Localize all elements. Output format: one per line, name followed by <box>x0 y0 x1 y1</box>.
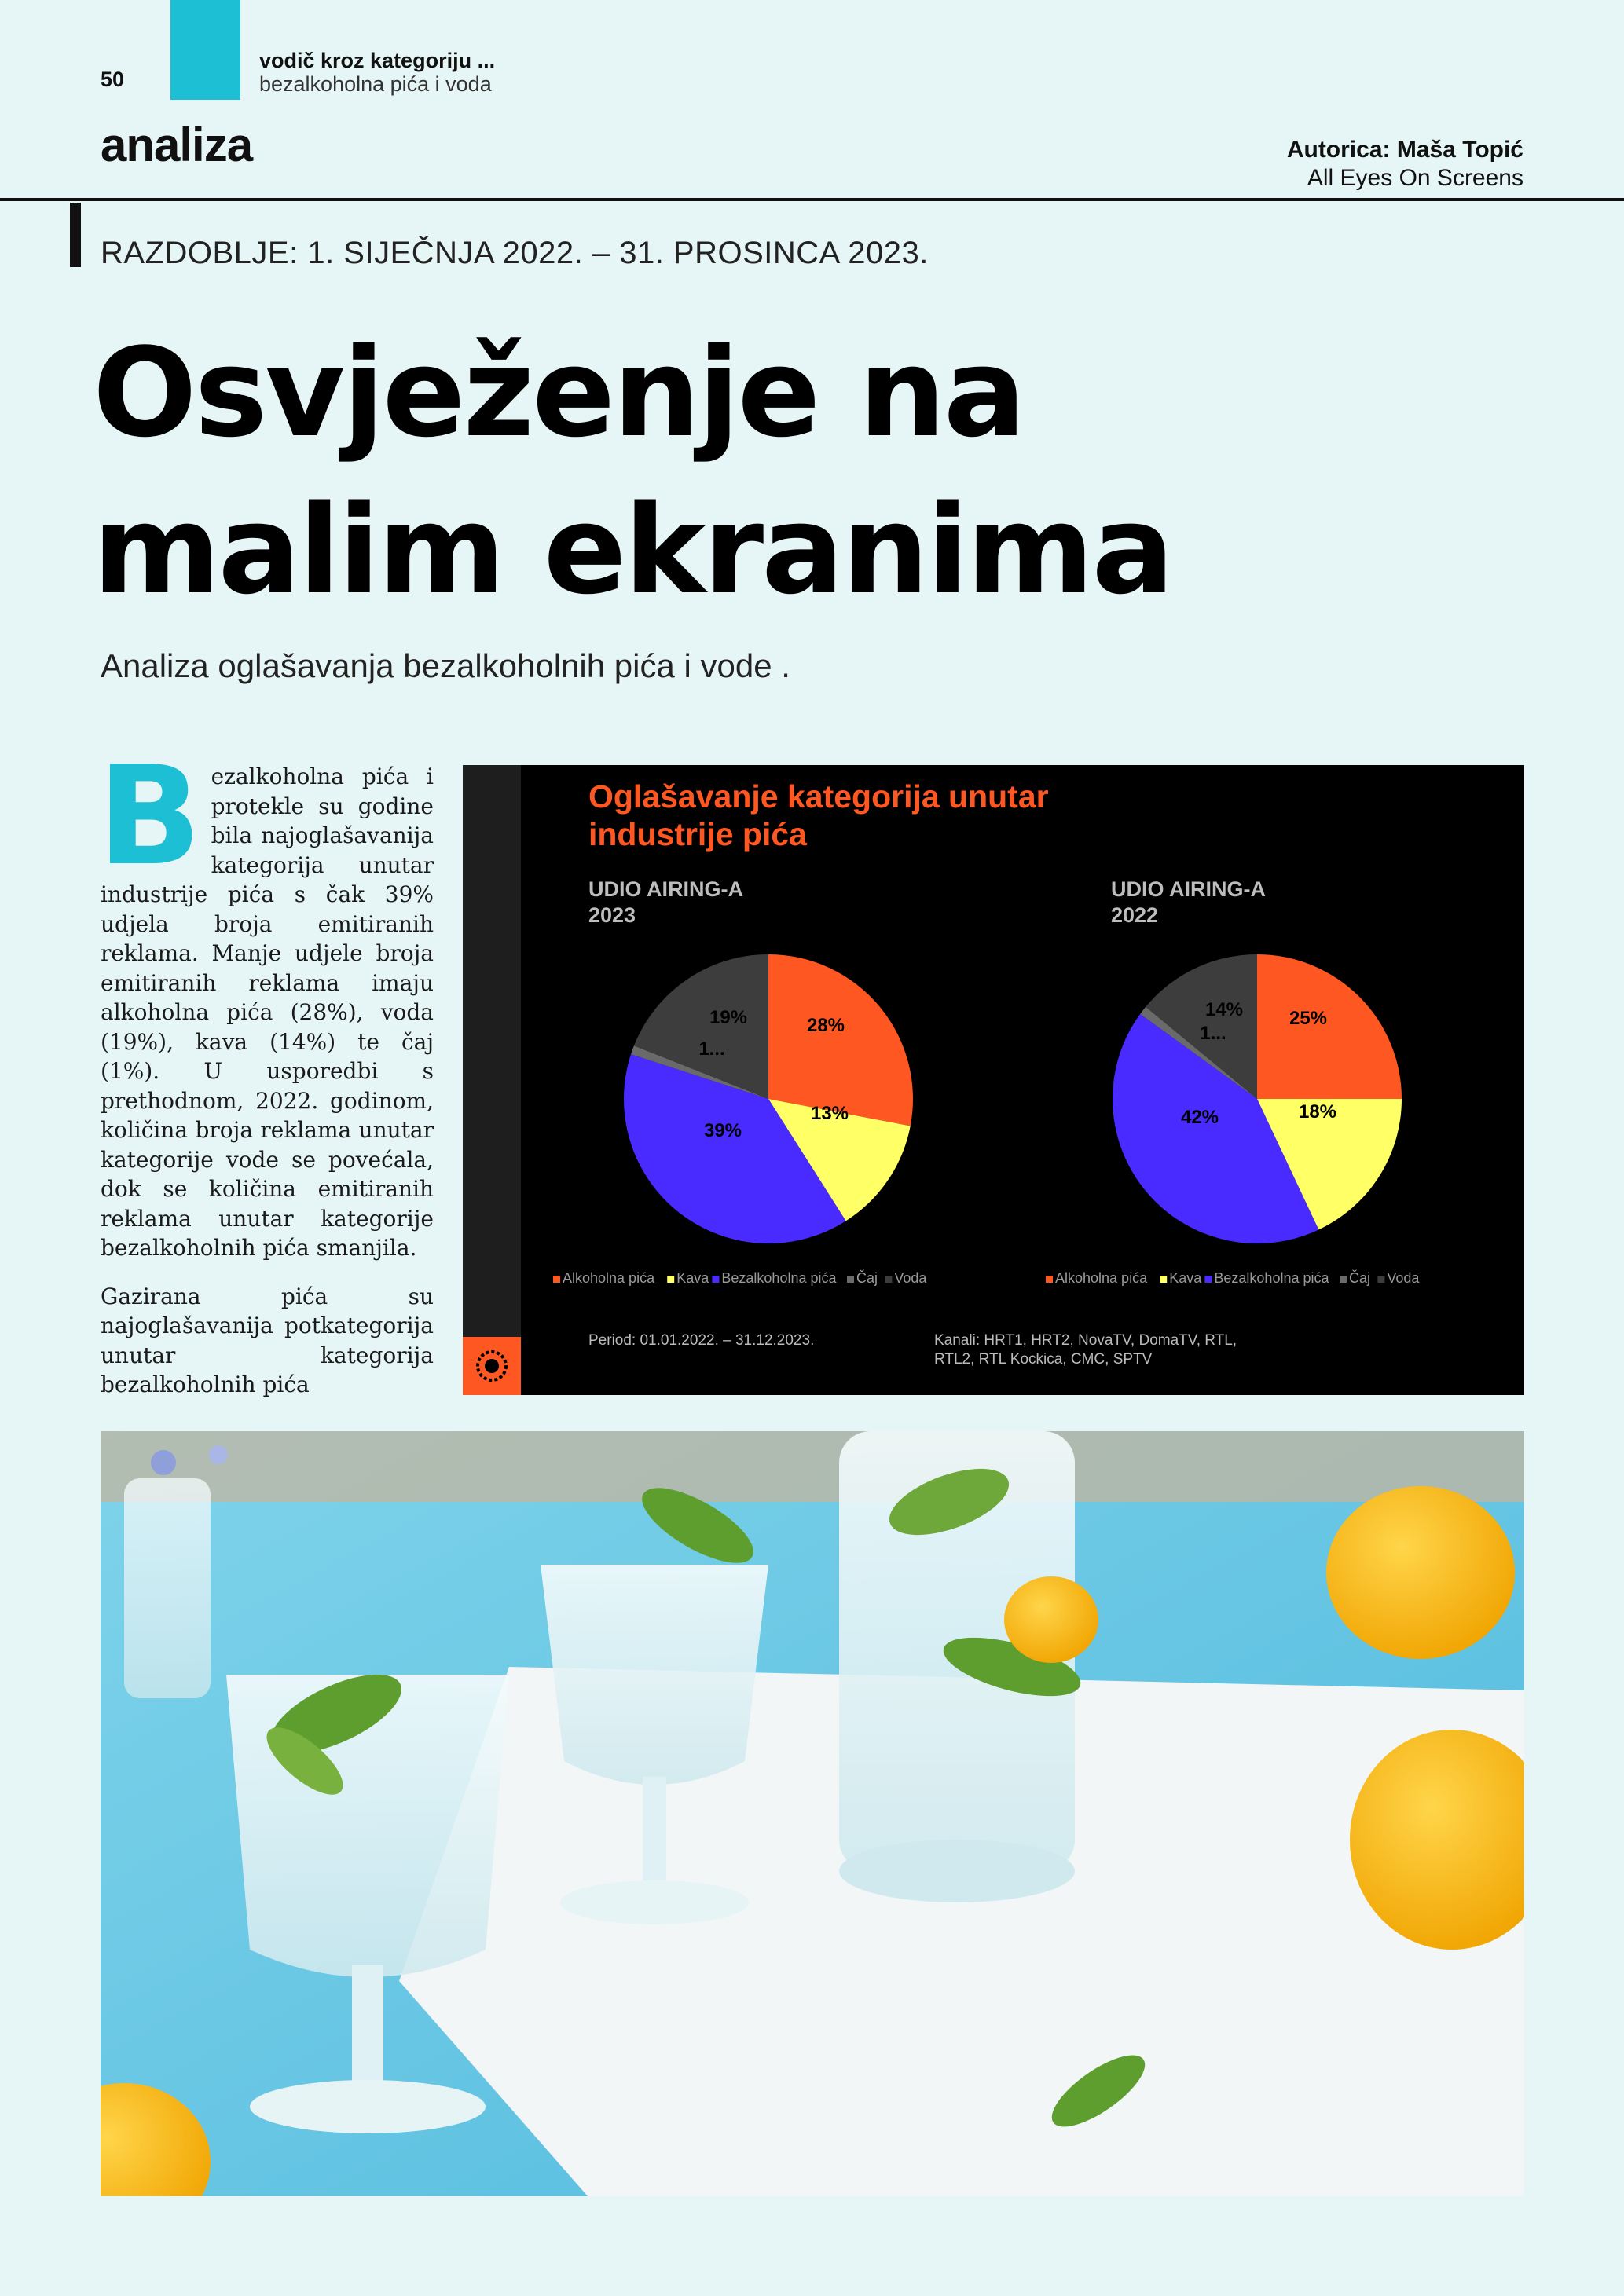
legend-swatch-2023-2 <box>712 1276 719 1283</box>
author-name: Autorica: Maša Topić <box>1286 137 1523 163</box>
period-line: RAZDOBLJE: 1. SIJEČNJA 2022. – 31. PROSINCA 2023. <box>101 236 929 270</box>
chart-title-line-2: industrije pića <box>588 816 807 852</box>
guide-title: vodič kroz kategoriju ... <box>259 49 496 72</box>
chart-panel <box>463 765 1524 1395</box>
legend-label-2022-2: Bezalkoholna pića <box>1214 1270 1329 1286</box>
pie-label-2023-3: 1... <box>698 1038 725 1060</box>
legend-swatch-2022-1 <box>1160 1276 1167 1283</box>
legend-label-2022-3: Čaj <box>1349 1270 1371 1286</box>
legend-swatch-2023-3 <box>847 1276 854 1283</box>
pie-label-2022-1: 18% <box>1298 1101 1337 1122</box>
lemonade-photo-illustration <box>101 1431 1524 2196</box>
legend-label-2023-0: Alkoholna pića <box>563 1270 655 1286</box>
legend-label-2023-3: Čaj <box>856 1270 878 1286</box>
pie-title-2022: UDIO AIRING-A <box>1111 877 1266 901</box>
pie-year-2023: 2023 <box>588 903 636 927</box>
guide-subtitle: bezalkoholna pića i voda <box>259 72 492 96</box>
chart-side-strip <box>463 765 521 1395</box>
pie-title-2023: UDIO AIRING-A <box>588 877 743 901</box>
headline <box>93 314 1172 628</box>
legend-swatch-2022-0 <box>1046 1276 1053 1283</box>
chart-channels-line-1: Kanali: HRT1, HRT2, NovaTV, DomaTV, RTL, <box>934 1332 1237 1349</box>
drop-cap: B <box>97 737 202 896</box>
author-organization: All Eyes On Screens <box>1307 165 1523 191</box>
pie-label-2022-3: 1... <box>1200 1023 1226 1044</box>
headline-line-1: Osvježenje na <box>93 321 1025 464</box>
legend-swatch-2022-4 <box>1377 1276 1384 1283</box>
pie-label-2023-0: 28% <box>806 1015 845 1036</box>
legend-swatch-2022-2 <box>1204 1276 1212 1283</box>
legend-label-2022-0: Alkoholna pića <box>1055 1270 1148 1286</box>
header-rule <box>0 198 1624 201</box>
lemonade-photo <box>101 1431 1524 2196</box>
section-label: analiza <box>101 119 253 171</box>
legend-label-2023-4: Voda <box>894 1270 927 1286</box>
pie-label-2023-4: 19% <box>709 1007 748 1028</box>
body-column <box>97 737 434 1419</box>
pie-label-2022-0: 25% <box>1289 1008 1328 1029</box>
headline-line-2: malim ekranima <box>93 478 1172 621</box>
legend-swatch-2023-4 <box>885 1276 892 1283</box>
period-marker <box>70 203 81 267</box>
legend-label-2023-2: Bezalkoholna pića <box>721 1270 837 1286</box>
body-paragraph-1 <box>97 737 434 1263</box>
pie-label-2022-4: 14% <box>1204 999 1244 1020</box>
body-paragraph-1-text: ezalkoholna pića i protekle su godine bila najoglašavanija kategorija unutar industrije pića s čak 39% udjela broja emitiranih reklama. Manje udjele broja emitiranih reklama imaju alkoholna pića (28%), voda (19%), kava (14%) te čaj (1%). U usporedbi s prethodnom, 2022. godinom, količina broja reklama unutar kategorije vode se povećala, dok se količina emitiranih reklama unutar kategorije bezalkoholnih pića smanjila. <box>101 764 434 1261</box>
pie-label-2022-2: 42% <box>1180 1107 1219 1128</box>
legend-swatch-2022-3 <box>1340 1276 1347 1283</box>
legend-label-2022-1: Kava <box>1169 1270 1202 1286</box>
header-accent-bar <box>170 0 240 100</box>
legend-swatch-2023-0 <box>553 1276 560 1283</box>
chart-svg <box>463 765 1524 1395</box>
body-paragraph-2: Gazirana pića su najoglašavanija potkategorija unutar kategorija bezalkoholnih pića <box>101 1283 434 1397</box>
pie-year-2022: 2022 <box>1111 903 1159 927</box>
pie-charts <box>553 877 1420 1286</box>
pie-slice-2022-0 <box>1257 954 1402 1099</box>
lead-text: Analiza oglašavanja bezalkoholnih pića i vode . <box>101 647 790 684</box>
pie-label-2023-1: 13% <box>810 1103 849 1124</box>
pie-slice-2023-0 <box>768 954 913 1126</box>
chart-period-note: Period: 01.01.2022. – 31.12.2023. <box>588 1332 815 1349</box>
chart-channels-line-2: RTL2, RTL Kockica, CMC, SPTV <box>934 1351 1153 1368</box>
pie-label-2023-2: 39% <box>703 1120 742 1141</box>
page-number: 50 <box>101 68 125 91</box>
legend-label-2023-1: Kava <box>676 1270 709 1286</box>
chart-title-line-1: Oglašavanje kategorija unutar <box>588 778 1049 815</box>
legend-label-2022-4: Voda <box>1387 1270 1420 1286</box>
legend-swatch-2023-1 <box>667 1276 674 1283</box>
